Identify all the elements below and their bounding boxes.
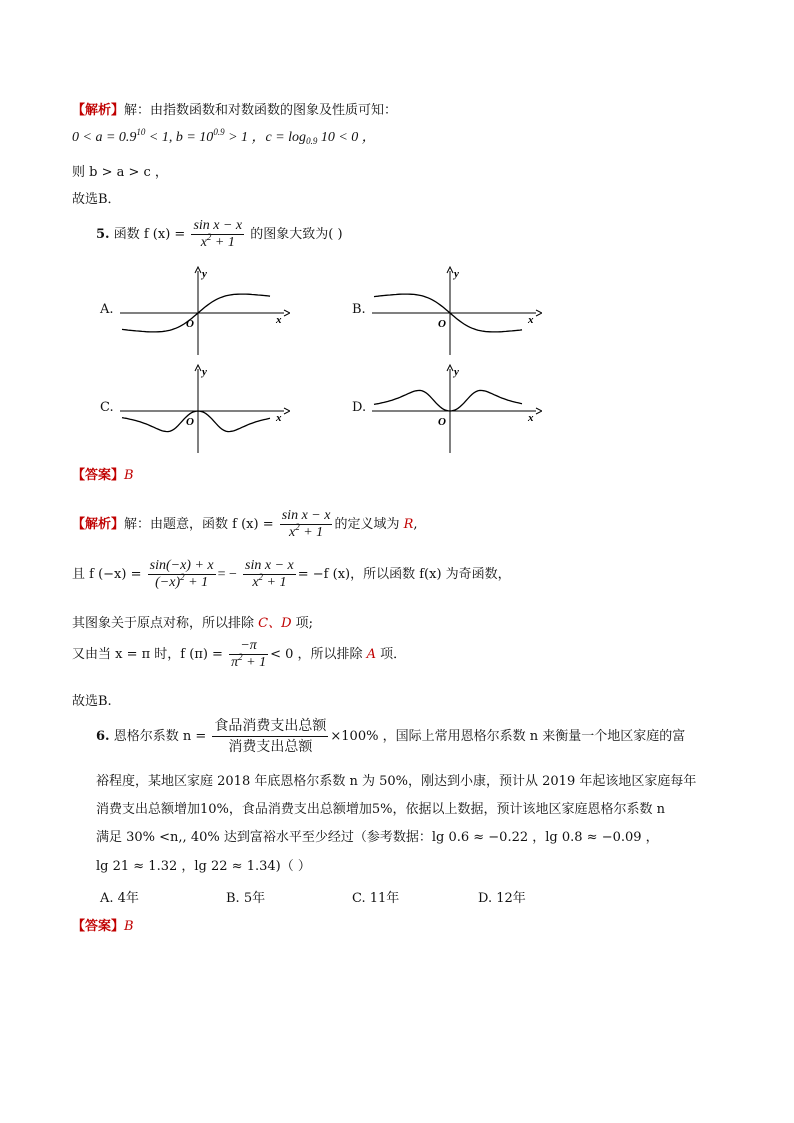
- x-arrow-icon: [536, 408, 542, 414]
- analysis-tag: 【解析】: [72, 103, 125, 118]
- question-6-line2: 裕程度，某地区家庭 2018 年底恩格尔系数 n 为 50%，刚达到小康，预计从 2019 年起该地区家庭每年: [96, 774, 697, 789]
- question-6-line1: 6. 恩格尔系数 n = $\frac{\text{食品消费支出总额}}{\text{消费支出总额}}$ ×100% ，国际上常用恩格尔系数 n 来衡量一个地区家庭的富: [96, 718, 686, 755]
- prev-analysis-line1: [72, 99, 397, 118]
- y-label: y: [202, 366, 207, 378]
- x-arrow-icon: [284, 310, 290, 316]
- x-label: x: [276, 412, 282, 424]
- fraction: $\frac{\text{sin x − x}}{x^2 + 1}$: [245, 558, 294, 590]
- q6-answer: 【答案】B: [72, 919, 134, 934]
- question-number: 6.: [96, 729, 110, 744]
- option-d-graph: [372, 363, 542, 453]
- function-curve: [374, 390, 522, 411]
- question-6-line3: 消费支出总额增加10%，食品消费支出总额增加5%，依据以上数据，预计该地区家庭恩格尔系数 n: [96, 802, 666, 817]
- y-label: y: [454, 366, 459, 378]
- q5-analysis-line5: 故选B.: [72, 694, 112, 709]
- origin-label: O: [438, 318, 446, 330]
- x-label: x: [276, 314, 282, 326]
- option-d-label: D.: [352, 400, 367, 415]
- y-label: y: [454, 268, 459, 280]
- q5-answer: 【答案】B: [72, 468, 134, 483]
- q5-analysis-line1: 【解析】解：由题意，函数 f (x) = $\frac{\text{sin x − x}}{x^2 + 1}$ 的定义域为 R,: [72, 508, 418, 540]
- question-6-line5: lg 21 ≈ 1.32 ，lg 22 ≈ 1.34)（ ）: [96, 859, 311, 874]
- x-arrow-icon: [284, 408, 290, 414]
- option-c-graph: [120, 363, 290, 453]
- fraction: $\frac{-\pi}{\pi^2 + 1}$: [231, 638, 267, 670]
- question-number: 5.: [96, 227, 110, 242]
- analysis-text: 解：由指数函数和对数函数的图象及性质可知：: [124, 103, 398, 118]
- question-5-stem: 5. 函数 f (x) = $\frac{\text{sin x − x}}{x^2 + 1}$ 的图象大致为( ): [96, 218, 343, 250]
- origin-label: O: [186, 416, 194, 428]
- prev-analysis-line2: $0 < a = 0.9^{10} < 1$, $b = 10^{0.9} > 1$ ，$c = \log_{0.9} 10 < 0$ ，: [72, 127, 376, 146]
- prev-analysis-line3: 则 b > a > c ，: [72, 165, 168, 180]
- prev-analysis-line4: 故选B．: [72, 192, 121, 207]
- choice-a: A. 4年: [100, 891, 139, 906]
- option-a-label: A.: [100, 302, 114, 317]
- fraction: $\frac{\text{sin x − x}}{x^2 + 1}$: [193, 218, 243, 250]
- option-b-graph: [372, 265, 542, 355]
- fraction: $\frac{\text{食品消费支出总额}}{\text{消费支出总额}}$: [214, 718, 327, 755]
- q5-analysis-line3: 其图象关于原点对称，所以排除 C、D 项;: [72, 616, 314, 631]
- choice-b: B. 5年: [226, 891, 266, 906]
- q5-analysis-line4: 又由当 x = π 时，f (π) = $\frac{-\pi}{\pi^2 + 1}$ < 0 ，所以排除 A 项．: [72, 638, 407, 670]
- choice-d: D. 12年: [478, 891, 526, 906]
- option-c-label: C.: [100, 400, 114, 415]
- choice-c: C. 11年: [352, 891, 400, 906]
- origin-label: O: [438, 416, 446, 428]
- y-label: y: [202, 268, 207, 280]
- origin-label: O: [186, 318, 194, 330]
- x-arrow-icon: [536, 310, 542, 316]
- q5-analysis-line2: 且 f (−x) = $\frac{\sin(-x) + x}{(-x)^2 + 1}$ = − $\frac{\text{sin x − x}}{x^2 + 1}$ = −f (x)，所以函数 f(x) 为奇函数，: [72, 558, 511, 590]
- option-b-label: B.: [352, 302, 366, 317]
- fraction: $\frac{\text{sin x − x}}{x^2 + 1}$: [281, 508, 331, 540]
- fraction: $\frac{\sin(-x) + x}{(-x)^2 + 1}$: [149, 558, 214, 590]
- x-label: x: [528, 314, 534, 326]
- option-a-graph: [120, 265, 290, 355]
- function-curve: [122, 411, 270, 432]
- answer-value: B: [124, 919, 134, 934]
- x-label: x: [528, 412, 534, 424]
- question-6-line4: 满足 30% <n,, 40% 达到富裕水平至少经过（参考数据：lg 0.6 ≈ −0.22 ，lg 0.8 ≈ −0.09 ，: [96, 830, 659, 845]
- answer-value: B: [124, 468, 134, 483]
